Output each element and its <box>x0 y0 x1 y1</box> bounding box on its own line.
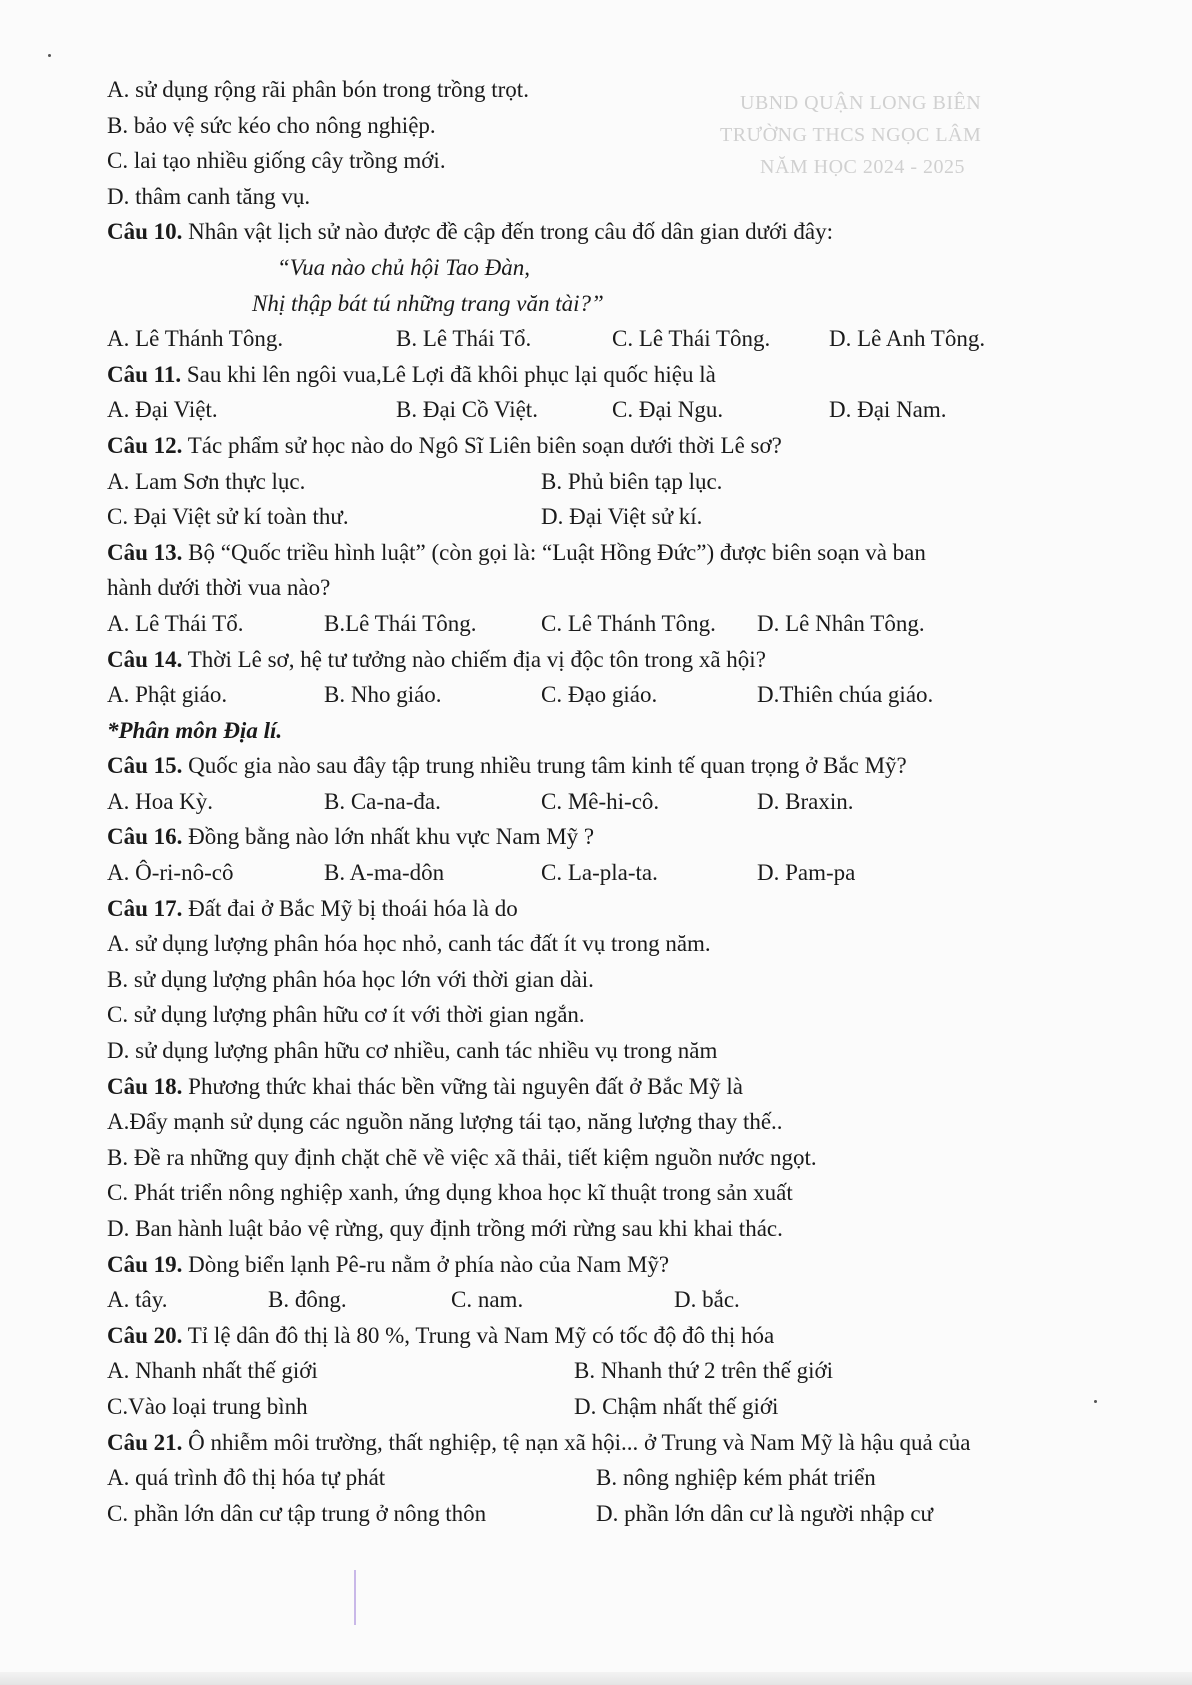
option-b: B. Đại Cồ Việt. <box>396 397 538 423</box>
option-d: D. phần lớn dân cư là người nhập cư <box>596 1500 934 1526</box>
question-14 <box>107 642 1107 678</box>
options-row <box>107 784 1107 820</box>
section-heading: *Phân môn Địa lí. <box>107 717 283 743</box>
question-text-continued: hành dưới thời vua nào? <box>107 575 331 601</box>
option-c: C. Đạo giáo. <box>541 682 658 708</box>
option-a: A. tây. <box>107 1287 168 1313</box>
option-a: A. Lê Thái Tổ. <box>107 610 244 636</box>
options-row <box>107 499 1107 535</box>
option-c: C. Phát triển nông nghiệp xanh, ứng dụng khoa học kĩ thuật trong sản xuất <box>107 1180 793 1206</box>
option-a: A. Đại Việt. <box>107 397 218 423</box>
question-20 <box>107 1318 1107 1354</box>
option-a: A. Lam Sơn thực lục. <box>107 468 306 494</box>
option-d: D. Đại Nam. <box>829 397 947 423</box>
question-text: Thời Lê sơ, hệ tư tưởng nào chiếm địa vị độc tôn trong xã hội? <box>182 646 766 672</box>
scan-speck <box>1094 1400 1097 1403</box>
riddle-line-1: “Vua nào chủ hội Tao Đàn, <box>277 254 531 280</box>
show-through-text: NĂM HỌC 2024 - 2025 <box>760 156 966 178</box>
option-b: B. Lê Thái Tổ. <box>396 326 532 352</box>
question-label: Câu 13. <box>107 539 183 565</box>
option-b: B. sử dụng lượng phân hóa học lớn với thời gian dài. <box>107 966 594 992</box>
options-row <box>107 1389 1107 1425</box>
answer-option: B. bảo vệ sức kéo cho nông nghiệp. <box>107 112 436 138</box>
question-11 <box>107 357 1107 393</box>
options-row <box>107 392 1107 428</box>
scan-speck <box>48 54 51 57</box>
option-c: C. phần lớn dân cư tập trung ở nông thôn <box>107 1500 487 1526</box>
question-text: Ô nhiễm môi trường, thất nghiệp, tệ nạn xã hội... ở Trung và Nam Mỹ là hậu quả của <box>182 1429 971 1455</box>
question-10 <box>107 214 1107 250</box>
option-a: A. quá trình đô thị hóa tự phát <box>107 1465 386 1491</box>
question-text: Dòng biển lạnh Pê-ru nằm ở phía nào của Nam Mỹ? <box>182 1251 670 1277</box>
options-row <box>107 321 1107 357</box>
question-13 <box>107 535 1107 571</box>
option-a: A. Nhanh nhất thế giới <box>107 1358 318 1384</box>
option-c: C. Lê Thánh Tông. <box>541 610 716 636</box>
option-d: D. Pam-pa <box>757 860 856 886</box>
question-text: Tác phẩm sử học nào do Ngô Sĩ Liên biên soạn dưới thời Lê sơ? <box>182 432 782 458</box>
option-b: B. nông nghiệp kém phát triển <box>596 1465 876 1491</box>
option-b: B. Đề ra những quy định chặt chẽ về việc xã thải, tiết kiệm nguồn nước ngọt. <box>107 1144 817 1170</box>
answer-option: D. thâm canh tăng vụ. <box>107 183 311 209</box>
question-text: Bộ “Quốc triều hình luật” (còn gọi là: “Luật Hồng Đức”) được biên soạn và ban <box>182 539 926 565</box>
question-15 <box>107 748 1107 784</box>
option-b: B. Nhanh thứ 2 trên thế giới <box>574 1358 834 1384</box>
option-a: A.Đẩy mạnh sử dụng các nguồn năng lượng tái tạo, năng lượng thay thế.. <box>107 1109 783 1135</box>
options-row <box>107 1460 1107 1496</box>
question-label: Câu 18. <box>107 1073 183 1099</box>
question-label: Câu 21. <box>107 1429 183 1455</box>
options-row <box>107 677 1107 713</box>
question-17 <box>107 891 1107 927</box>
option-d: D. Braxin. <box>757 788 854 814</box>
show-through-text: UBND QUẬN LONG BIÊN <box>740 92 982 114</box>
option-d: D. Lê Nhân Tông. <box>757 610 925 636</box>
scan-mark <box>354 1570 356 1625</box>
option-a: A. Lê Thánh Tông. <box>107 326 284 352</box>
question-label: Câu 16. <box>107 824 183 850</box>
option-d: D. Ban hành luật bảo vệ rừng, quy định trồng mới rừng sau khi khai thác. <box>107 1216 783 1241</box>
question-18 <box>107 1069 1107 1105</box>
option-b: B. đông. <box>268 1287 347 1313</box>
option-a: A. Ô-ri-nô-cô <box>107 860 234 886</box>
options-row <box>107 1282 1107 1318</box>
question-text: Phương thức khai thác bền vững tài nguyên đất ở Bắc Mỹ là <box>182 1073 743 1099</box>
option-a: A. Hoa Kỳ. <box>107 788 214 814</box>
question-16 <box>107 819 1107 855</box>
option-c: C. La-pla-ta. <box>541 860 658 886</box>
question-label: Câu 17. <box>107 895 183 921</box>
question-label: Câu 14. <box>107 646 183 672</box>
scan-edge <box>0 1672 1192 1685</box>
exam-content <box>107 72 1107 1531</box>
option-c: C. sử dụng lượng phân hữu cơ ít với thời gian ngắn. <box>107 1002 585 1028</box>
show-through-text: TRƯỜNG THCS NGỌC LÂM <box>720 124 982 146</box>
options-row <box>107 1353 1107 1389</box>
option-c: C. Lê Thái Tông. <box>612 326 771 352</box>
question-text: Đồng bằng nào lớn nhất khu vực Nam Mỹ ? <box>182 824 595 850</box>
option-c: C. nam. <box>451 1287 524 1313</box>
options-row <box>107 606 1107 642</box>
riddle-line-2: Nhị thập bát tú những trang văn tài?” <box>252 290 604 316</box>
option-d: D. Chậm nhất thế giới <box>574 1393 779 1419</box>
question-19 <box>107 1247 1107 1283</box>
question-text: Đất đai ở Bắc Mỹ bị thoái hóa là do <box>182 895 518 921</box>
option-d: D.Thiên chúa giáo. <box>757 682 934 708</box>
answer-option: A. sử dụng rộng rãi phân bón trong trồng trọt. <box>107 77 529 102</box>
option-d: D. Đại Việt sử kí. <box>541 504 703 530</box>
option-c: C.Vào loại trung bình <box>107 1393 308 1419</box>
option-b: B. A-ma-dôn <box>324 860 445 886</box>
question-label: Câu 10. <box>107 219 183 245</box>
question-text: Sau khi lên ngôi vua,Lê Lợi đã khôi phục lại quốc hiệu là <box>181 361 716 387</box>
option-b: B. Ca-na-đa. <box>324 788 441 814</box>
question-12 <box>107 428 1107 464</box>
question-text: Tỉ lệ dân đô thị là 80 %, Trung và Nam Mỹ có tốc độ đô thị hóa <box>182 1322 775 1348</box>
option-c: C. Đại Việt sử kí toàn thư. <box>107 504 349 530</box>
option-b: B.Lê Thái Tông. <box>324 610 477 636</box>
question-text: Nhân vật lịch sử nào được đề cập đến trong câu đố dân gian dưới đây: <box>182 219 833 245</box>
option-b: B. Phủ biên tạp lục. <box>541 468 723 494</box>
options-row <box>107 855 1107 891</box>
option-d: D. Lê Anh Tông. <box>829 326 986 352</box>
question-label: Câu 15. <box>107 753 183 779</box>
option-d: D. sử dụng lượng phân hữu cơ nhiều, canh tác nhiều vụ trong năm <box>107 1038 718 1064</box>
question-label: Câu 11. <box>107 361 182 387</box>
answer-option: C. lai tạo nhiều giống cây trồng mới. <box>107 148 446 174</box>
question-label: Câu 19. <box>107 1251 183 1277</box>
option-c: C. Mê-hi-cô. <box>541 788 660 814</box>
question-label: Câu 20. <box>107 1322 183 1348</box>
option-a: A. Phật giáo. <box>107 682 228 708</box>
question-21 <box>107 1425 1107 1461</box>
option-b: B. Nho giáo. <box>324 682 442 708</box>
question-text: Quốc gia nào sau đây tập trung nhiều trung tâm kinh tế quan trọng ở Bắc Mỹ? <box>182 753 907 779</box>
question-label: Câu 12. <box>107 432 183 458</box>
options-row <box>107 1496 1107 1532</box>
options-row <box>107 464 1107 500</box>
option-c: C. Đại Ngu. <box>612 397 724 423</box>
option-a: A. sử dụng lượng phân hóa học nhỏ, canh tác đất ít vụ trong năm. <box>107 931 711 957</box>
option-d: D. bắc. <box>674 1287 740 1313</box>
